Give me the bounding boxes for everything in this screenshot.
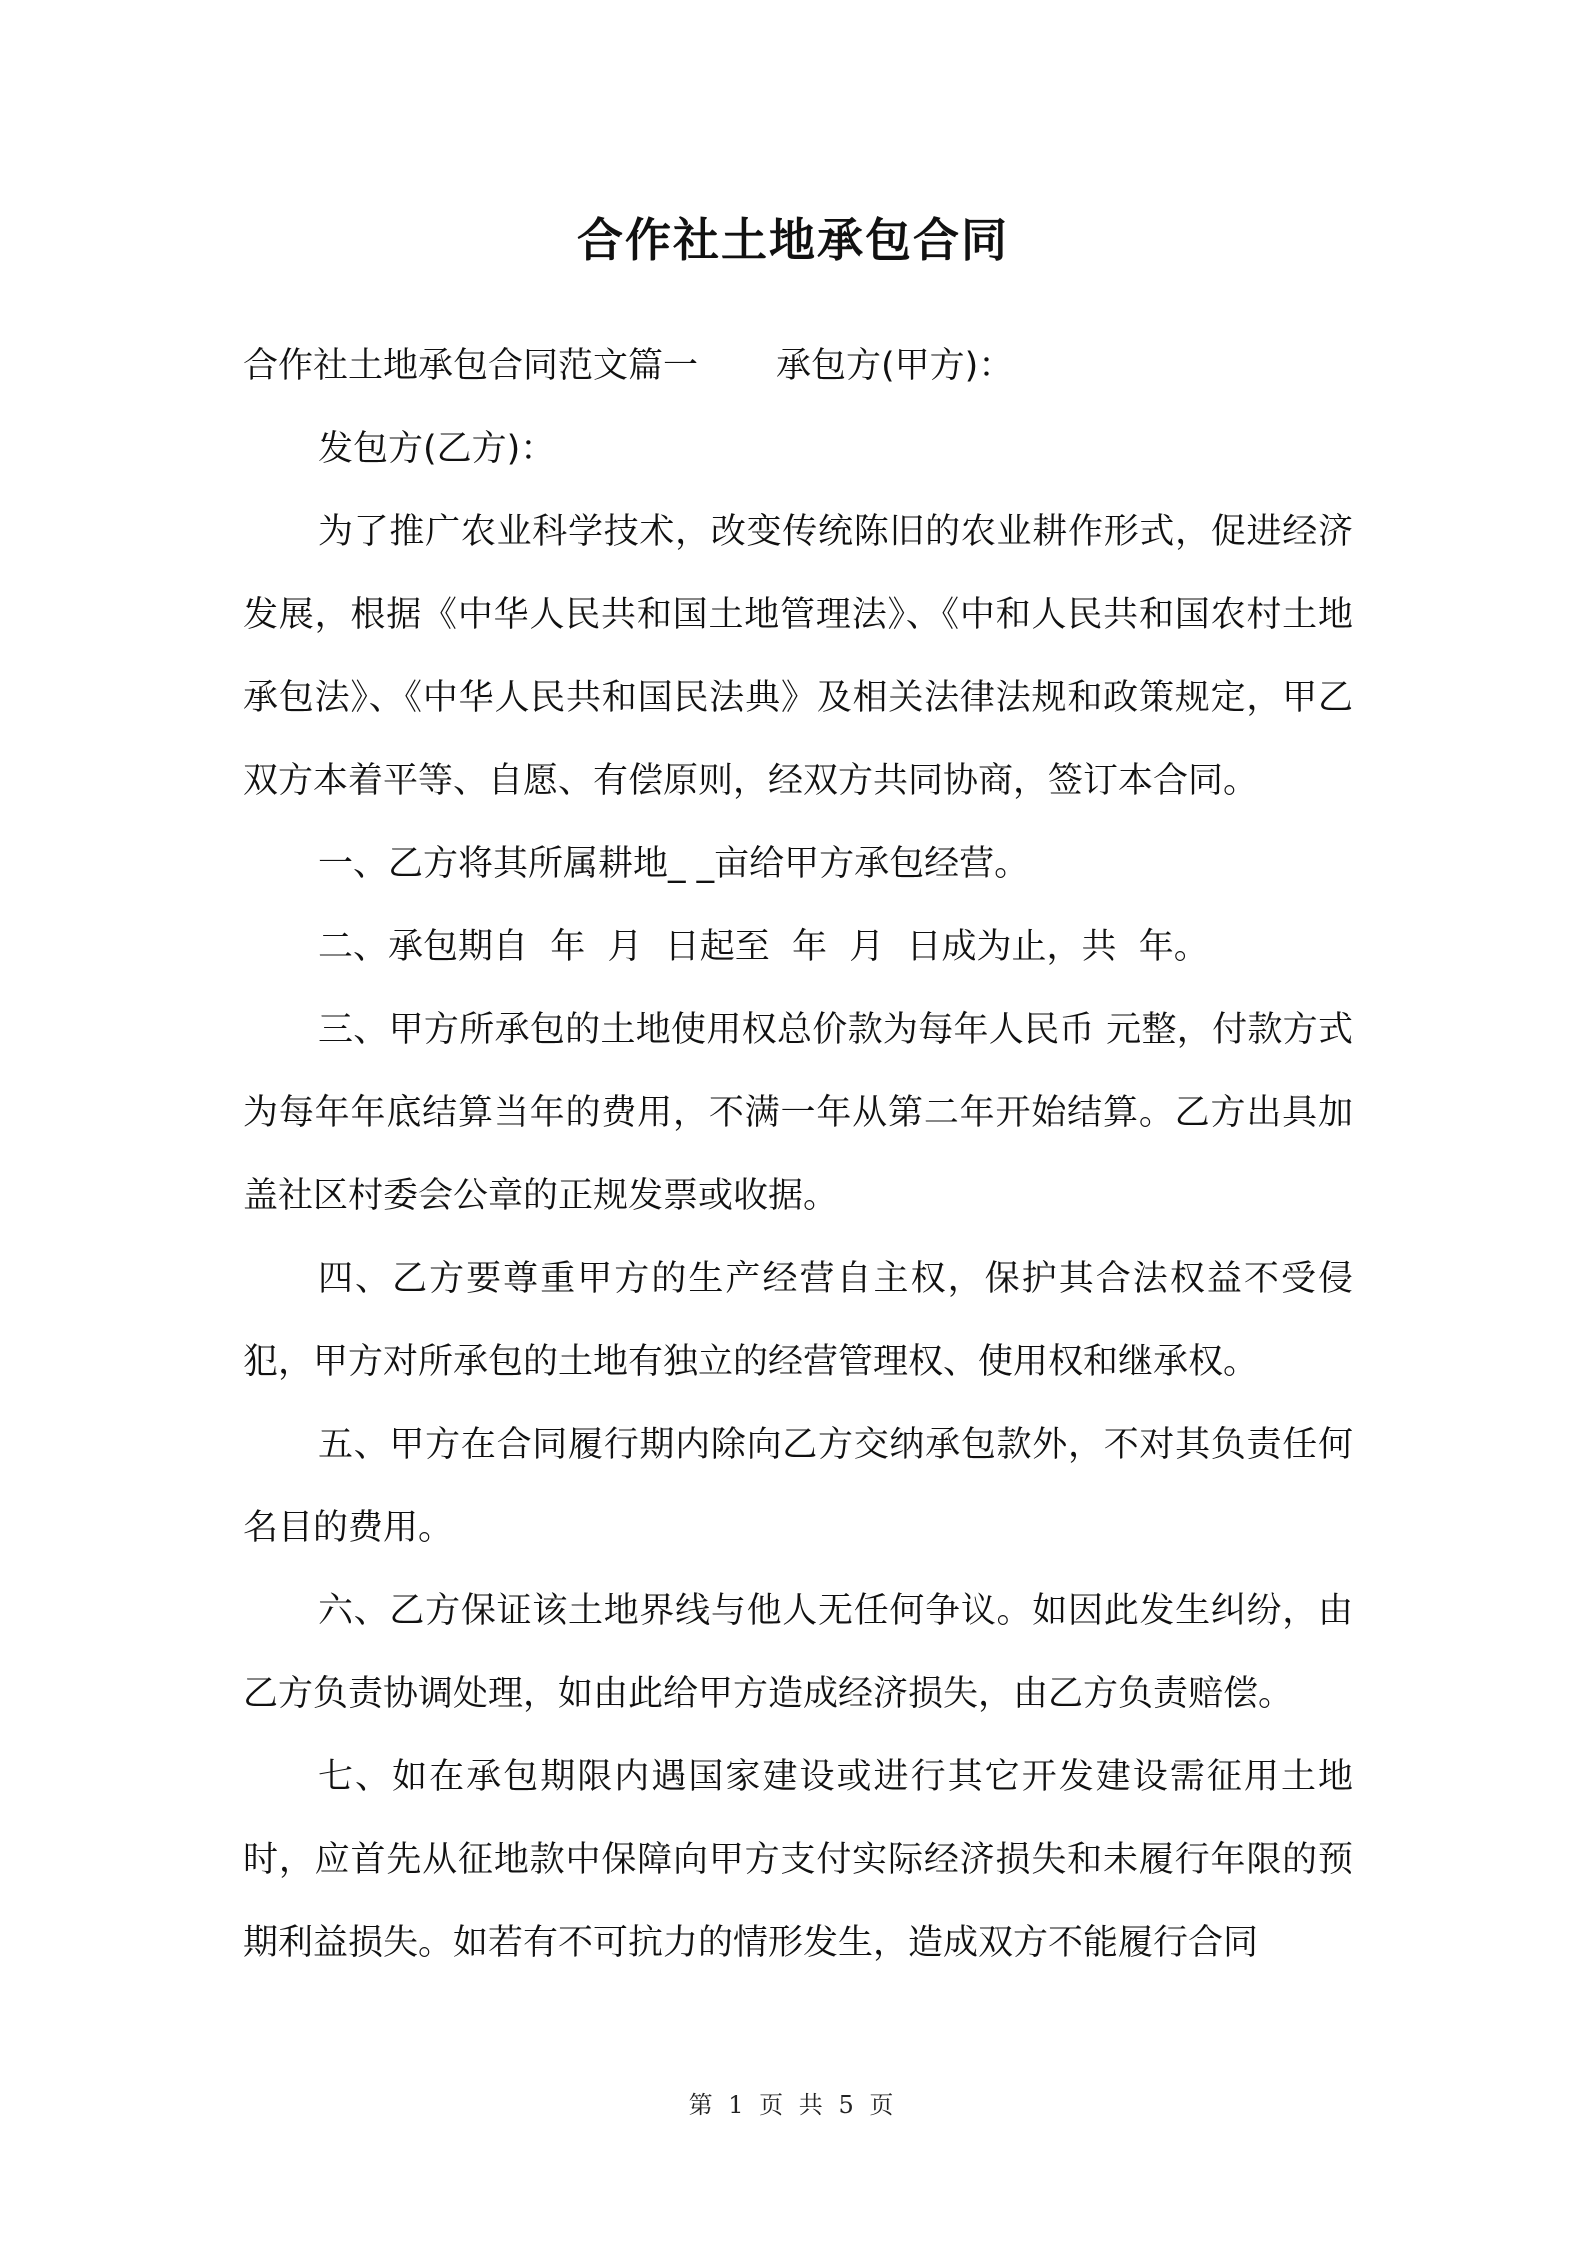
paragraph-preamble: 为了推广农业科学技术，改变传统陈旧的农业耕作形式，促进经济发展，根据《中华人民共和国土地管理法》、《中和人民共和国农村土地承包法》、《中华人民共和国民法典》及相关法律法规和政策规定，甲乙双方本着平等、自愿、有偿原则，经双方共同协商，签订本合同。 bbox=[243, 512, 1353, 801]
party-b-label: 发包方(乙方)： bbox=[318, 429, 556, 469]
intro-line bbox=[243, 325, 1353, 408]
clause-1: 一、乙方将其所属耕地_ _亩给甲方承包经营。 bbox=[318, 844, 1030, 884]
clause-6: 六、乙方保证该土地界线与他人无任何争议。如因此发生纠纷，由乙方负责协调处理，如由此给甲方造成经济损失，由乙方负责赔偿。 bbox=[243, 1591, 1353, 1714]
clause-3: 三、甲方所承包的土地使用权总价款为每年人民币 元整，付款方式为每年年底结算当年的费用，不满一年从第二年开始结算。乙方出具加盖社区村委会公章的正规发票或收据。 bbox=[243, 1010, 1353, 1216]
clause-7: 七、如在承包期限内遇国家建设或进行其它开发建设需征用土地时，应首先从征地款中保障向甲方支付实际经济损失和未履行年限的预期利益损失。如若有不可抗力的情形发生，造成双方不能履行合同 bbox=[243, 1757, 1353, 1963]
document-body bbox=[243, 325, 1353, 1985]
clause-2: 二、承包期自 年 月 日起至 年 月 日成为止，共 年。 bbox=[318, 927, 1209, 967]
clause-5: 五、甲方在合同履行期内除向乙方交纳承包款外，不对其负责任何名目的费用。 bbox=[243, 1425, 1353, 1548]
intro-heading: 合作社土地承包合同范文篇一 bbox=[243, 346, 699, 386]
clause-4: 四、乙方要尊重甲方的生产经营自主权，保护其合法权益不受侵犯，甲方对所承包的土地有独立的经营管理权、使用权和继承权。 bbox=[243, 1259, 1353, 1382]
document-title: 合作社土地承包合同 bbox=[577, 213, 1009, 267]
party-a-label: 承包方(甲方)： bbox=[776, 346, 1014, 386]
page-number-footer: 第 1 页 共 5 页 bbox=[688, 2091, 898, 2119]
